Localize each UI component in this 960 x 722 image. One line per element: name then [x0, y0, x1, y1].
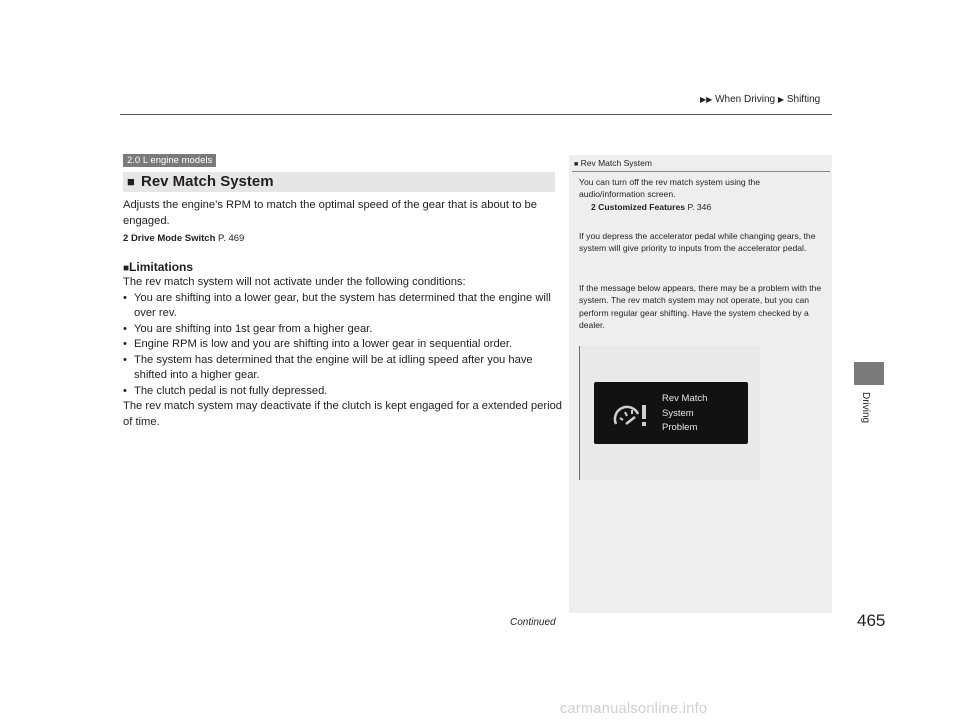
double-arrow-ref-icon: 2: [591, 201, 596, 212]
sidebar-paragraph-1: [579, 176, 823, 213]
breadcrumb-item-when-driving[interactable]: When Driving: [715, 94, 776, 105]
breadcrumb-arrow-icon: ▶: [777, 95, 785, 104]
sidebar-xref[interactable]: [579, 201, 823, 213]
limitations-block: [123, 275, 563, 430]
limitations-list: [123, 291, 563, 400]
xref-page: P. 346: [687, 201, 712, 212]
sidebar-paragraph-2: If you depress the accelerator pedal while changing gears, the system will give priority to inputs from the accelerator pedal.: [579, 231, 816, 254]
list-item: • The clutch pedal is not fully depressed.: [123, 384, 563, 400]
sidebar-header: [574, 158, 652, 168]
intro-block: [123, 198, 563, 247]
sidebar-divider: [572, 171, 830, 172]
list-item: • You are shifting into 1st gear from a higher gear.: [123, 322, 563, 338]
instrument-display: [594, 382, 748, 444]
limitations-lead: The rev match system will not activate under the following conditions:: [123, 276, 466, 288]
rev-match-warning-icon: [612, 398, 662, 438]
header-rule: [120, 114, 832, 115]
section-title: Rev Match System: [141, 173, 274, 190]
limitations-title: Limitations: [129, 260, 194, 274]
display-line: Rev Match: [662, 393, 708, 404]
list-item: • You are shifting into a lower gear, but the system has determined that the engine will over rev.: [123, 291, 563, 322]
breadcrumb-item-shifting[interactable]: Shifting: [786, 94, 821, 105]
list-item: • The system has determined that the engine will be at idling speed after you have shifted into a higher gear.: [123, 353, 563, 384]
sidebar-text: You can turn off the rev match system using the audio/information screen.: [579, 177, 761, 200]
breadcrumb: [700, 94, 820, 105]
watermark: carmanualsonline.info: [560, 701, 708, 717]
list-item: • Engine RPM is low and you are shifting into a lower gear in sequential order.: [123, 337, 563, 353]
sidebar-title: Rev Match System: [580, 158, 652, 168]
sidebar-note: [569, 155, 832, 613]
square-bullet-icon: ■: [127, 174, 135, 189]
display-message: [662, 392, 707, 436]
xref-label: Customized Features: [598, 201, 686, 212]
square-bullet-icon: ■: [123, 263, 130, 274]
limitations-closing: The rev match system may deactivate if the clutch is kept engaged for a extended period of time.: [123, 400, 563, 428]
breadcrumb-arrow-icon: ▶▶: [700, 95, 713, 104]
page-number: 465: [857, 611, 886, 630]
display-line: Problem: [662, 422, 698, 433]
xref-label: Drive Mode Switch: [130, 233, 216, 244]
chapter-tab-marker: [854, 362, 884, 385]
chapter-tab-label: Driving: [860, 392, 871, 424]
limitations-heading: [123, 260, 193, 274]
xref-page: P. 469: [218, 233, 245, 244]
engine-model-tag: 2.0 L engine models: [123, 154, 216, 167]
warning-screen-image: [579, 346, 760, 480]
info-marker-icon: ■: [574, 161, 579, 168]
sidebar-paragraph-3: If the message below appears, there may be a problem with the system. The rev match system may not operate, but you can perform regular gear shifting. Have the system checked by a dealer.: [579, 283, 822, 330]
intro-paragraph: Adjusts the engine’s RPM to match the optimal speed of the gear that is about to be engaged.: [123, 199, 537, 227]
display-line: System: [662, 407, 694, 419]
continued-label: Continued: [510, 617, 556, 628]
section-heading: [123, 172, 555, 192]
intro-xref[interactable]: [123, 231, 563, 247]
double-arrow-ref-icon: 2: [123, 233, 129, 244]
